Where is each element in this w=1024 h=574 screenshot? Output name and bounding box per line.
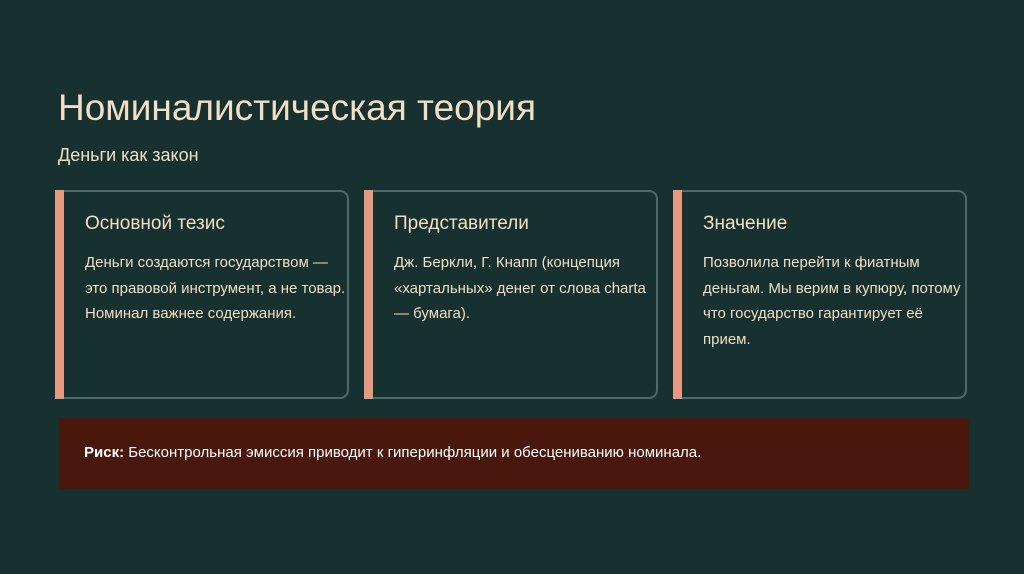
card-accent-bar (673, 190, 682, 399)
card-text: Позволила перейти к фиатным деньгам. Мы верим в купюру, потому что государство гарантирует её прием. (703, 254, 961, 348)
risk-description: Бесконтрольная эмиссия приводит к гиперинфляции и обесцениванию номинала. (124, 444, 702, 461)
card-title: Основной тезис (85, 213, 225, 234)
card-representatives (364, 190, 658, 399)
card-title: Представители (394, 213, 529, 234)
card-accent-bar (55, 190, 64, 399)
risk-banner (59, 418, 969, 489)
card-main-thesis (55, 190, 349, 399)
risk-label: Риск: (84, 444, 125, 461)
risk-text (84, 444, 701, 461)
card-text: Деньги создаются государством — это правовой инструмент, а не товар. Номинал важнее содержания. (85, 254, 346, 322)
card-significance (673, 190, 967, 399)
cards-row (55, 190, 969, 399)
card-text: Дж. Беркли, Г. Кнапп (концепция «хартальных» денег от слова charta — бумага). (394, 254, 646, 322)
card-accent-bar (364, 190, 373, 399)
slide-subtitle: Деньги как закон (58, 145, 199, 165)
slide-title: Номиналистическая теория (58, 87, 537, 128)
card-title: Значение (703, 213, 788, 234)
